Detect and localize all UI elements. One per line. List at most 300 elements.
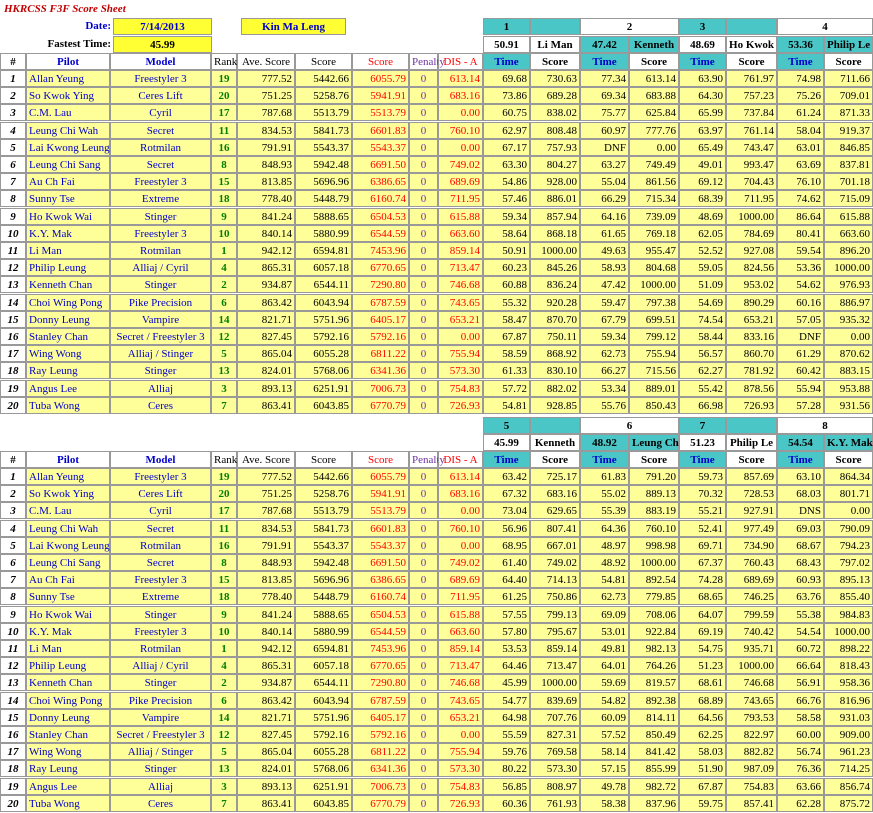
bottom-pilot-dis-a[interactable]: 615.88: [438, 606, 483, 623]
top-round-2-score[interactable]: 804.68: [629, 259, 679, 276]
bottom-pilot-score[interactable]: 5888.65: [295, 606, 352, 623]
top-round-3-time[interactable]: 68.39: [679, 190, 726, 207]
bottom-pilot-rank[interactable]: 9: [211, 606, 237, 623]
bottom-pilot-score[interactable]: 5768.06: [295, 760, 352, 777]
top-pilot-score-total[interactable]: 6787.59: [352, 294, 409, 311]
top-pilot-dis-a[interactable]: 754.83: [438, 380, 483, 397]
top-round-3-time[interactable]: 59.05: [679, 259, 726, 276]
bottom-pilot-rank[interactable]: 11: [211, 520, 237, 537]
top-pilot-dis-a[interactable]: 683.16: [438, 87, 483, 104]
bottom-pilot-score-total[interactable]: 6787.59: [352, 692, 409, 709]
bottom-round-7-time[interactable]: 51.23: [679, 657, 726, 674]
top-round-1-time[interactable]: 67.17: [483, 139, 530, 156]
top-pilot-ave-score[interactable]: 848.93: [237, 156, 295, 173]
bottom-round-7-time[interactable]: 69.19: [679, 623, 726, 640]
bottom-pilot-score-total[interactable]: 5792.16: [352, 726, 409, 743]
bottom-round-5-score[interactable]: 725.17: [530, 468, 580, 485]
bottom-round-6-score[interactable]: 892.38: [629, 692, 679, 709]
bottom-pilot-rank[interactable]: 7: [211, 795, 237, 812]
bottom-pilot-name[interactable]: C.M. Lau: [26, 502, 110, 519]
top-round-3-time[interactable]: 66.98: [679, 397, 726, 414]
bottom-pilot-score[interactable]: 6544.11: [295, 674, 352, 691]
top-pilot-ave-score[interactable]: 827.45: [237, 328, 295, 345]
top-pilot-score-total[interactable]: 6811.22: [352, 345, 409, 362]
top-round-1-time[interactable]: 60.88: [483, 276, 530, 293]
top-pilot-penalty[interactable]: 0: [409, 208, 438, 225]
top-pilot-penalty[interactable]: 0: [409, 397, 438, 414]
top-pilot-dis-a[interactable]: 743.65: [438, 294, 483, 311]
bottom-pilot-dis-a[interactable]: 746.68: [438, 674, 483, 691]
top-pilot-ave-score[interactable]: 821.71: [237, 311, 295, 328]
top-pilot-model[interactable]: Vampire: [110, 311, 211, 328]
top-pilot-dis-a[interactable]: 726.93: [438, 397, 483, 414]
top-round-2-score[interactable]: 0.00: [629, 139, 679, 156]
bottom-round-7-time[interactable]: 54.75: [679, 640, 726, 657]
top-pilot-score[interactable]: 5792.16: [295, 328, 352, 345]
top-pilot-score[interactable]: 5513.79: [295, 104, 352, 121]
bottom-pilot-rank[interactable]: 19: [211, 468, 237, 485]
top-pilot-model[interactable]: Rotmilan: [110, 242, 211, 259]
top-pilot-model[interactable]: Ceres Lift: [110, 87, 211, 104]
bottom-pilot-ave-score[interactable]: 863.42: [237, 692, 295, 709]
bottom-pilot-rank[interactable]: 17: [211, 502, 237, 519]
bottom-round-7-score[interactable]: 740.42: [726, 623, 777, 640]
bottom-round-7-time[interactable]: 58.03: [679, 743, 726, 760]
top-round-4-score[interactable]: 953.88: [824, 380, 873, 397]
top-round-4-time[interactable]: 86.64: [777, 208, 824, 225]
top-pilot-ave-score[interactable]: 840.14: [237, 225, 295, 242]
bottom-pilot-ave-score[interactable]: 865.31: [237, 657, 295, 674]
bottom-pilot-ave-score[interactable]: 787.68: [237, 502, 295, 519]
top-round-3-time[interactable]: 62.27: [679, 362, 726, 379]
top-pilot-rank[interactable]: 20: [211, 87, 237, 104]
top-round-3-score[interactable]: 761.14: [726, 122, 777, 139]
top-pilot-dis-a[interactable]: 749.02: [438, 156, 483, 173]
top-round-1-time[interactable]: 54.86: [483, 173, 530, 190]
top-round-1-time[interactable]: 55.32: [483, 294, 530, 311]
bottom-pilot-score[interactable]: 5543.37: [295, 537, 352, 554]
bottom-pilot-model[interactable]: Freestyler 3: [110, 468, 211, 485]
bottom-round-7-time[interactable]: 74.28: [679, 571, 726, 588]
bottom-round-5-score[interactable]: 667.01: [530, 537, 580, 554]
top-round-2-time[interactable]: 47.42: [580, 276, 629, 293]
bottom-round-8-time[interactable]: 76.36: [777, 760, 824, 777]
top-round-1-time[interactable]: 58.59: [483, 345, 530, 362]
bottom-round-8-score[interactable]: 801.71: [824, 485, 873, 502]
top-pilot-dis-a[interactable]: 746.68: [438, 276, 483, 293]
bottom-round-5-time[interactable]: 64.46: [483, 657, 530, 674]
bottom-pilot-penalty[interactable]: 0: [409, 760, 438, 777]
bottom-round-5-time[interactable]: 57.55: [483, 606, 530, 623]
top-round-4-time[interactable]: 74.62: [777, 190, 824, 207]
bottom-pilot-score-total[interactable]: 6504.53: [352, 606, 409, 623]
bottom-round-5-score[interactable]: 573.30: [530, 760, 580, 777]
top-round-4-time[interactable]: 57.28: [777, 397, 824, 414]
bottom-round-7-time[interactable]: 68.61: [679, 674, 726, 691]
bottom-pilot-ave-score[interactable]: 834.53: [237, 520, 295, 537]
top-round-2-score[interactable]: 715.34: [629, 190, 679, 207]
bottom-round-5-time[interactable]: 59.76: [483, 743, 530, 760]
bottom-pilot-dis-a[interactable]: 613.14: [438, 468, 483, 485]
top-round-3-score[interactable]: 953.02: [726, 276, 777, 293]
top-pilot-model[interactable]: Stinger: [110, 362, 211, 379]
bottom-round-7-score[interactable]: 882.82: [726, 743, 777, 760]
top-round-1-score[interactable]: 830.10: [530, 362, 580, 379]
top-round-2-time[interactable]: 61.65: [580, 225, 629, 242]
bottom-round-8-time[interactable]: 68.03: [777, 485, 824, 502]
top-pilot-rank[interactable]: 19: [211, 70, 237, 87]
bottom-round-7-time[interactable]: 70.32: [679, 485, 726, 502]
top-round-2-time[interactable]: 67.79: [580, 311, 629, 328]
bottom-round-8-score[interactable]: 1000.00: [824, 623, 873, 640]
top-round-2-time[interactable]: 49.63: [580, 242, 629, 259]
top-pilot-name[interactable]: Leung Chi Sang: [26, 156, 110, 173]
bottom-pilot-score[interactable]: 6043.85: [295, 795, 352, 812]
bottom-round-5-time[interactable]: 60.36: [483, 795, 530, 812]
top-pilot-ave-score[interactable]: 751.25: [237, 87, 295, 104]
bottom-round-6-time[interactable]: 58.38: [580, 795, 629, 812]
bottom-round-6-time[interactable]: 54.81: [580, 571, 629, 588]
bottom-round-8-time[interactable]: 62.28: [777, 795, 824, 812]
top-pilot-name[interactable]: Li Man: [26, 242, 110, 259]
bottom-pilot-score-total[interactable]: 6601.83: [352, 520, 409, 537]
top-round-1-score[interactable]: 868.92: [530, 345, 580, 362]
bottom-pilot-dis-a[interactable]: 754.83: [438, 778, 483, 795]
bottom-round-5-score[interactable]: 749.02: [530, 554, 580, 571]
top-round-1-time[interactable]: 63.30: [483, 156, 530, 173]
top-pilot-score-total[interactable]: 5941.91: [352, 87, 409, 104]
bottom-round-5-time[interactable]: 56.96: [483, 520, 530, 537]
bottom-pilot-ave-score[interactable]: 848.93: [237, 554, 295, 571]
top-pilot-model[interactable]: Alliaj / Cyril: [110, 259, 211, 276]
top-round-4-score[interactable]: 709.01: [824, 87, 873, 104]
bottom-pilot-penalty[interactable]: 0: [409, 502, 438, 519]
bottom-pilot-score-total[interactable]: 6341.36: [352, 760, 409, 777]
top-round-1-score[interactable]: 808.48: [530, 122, 580, 139]
bottom-pilot-model[interactable]: Alliaj: [110, 778, 211, 795]
bottom-round-5-time[interactable]: 67.32: [483, 485, 530, 502]
top-pilot-dis-a[interactable]: 0.00: [438, 328, 483, 345]
bottom-pilot-score[interactable]: 5841.73: [295, 520, 352, 537]
top-pilot-score[interactable]: 6055.28: [295, 345, 352, 362]
top-pilot-name[interactable]: Philip Leung: [26, 259, 110, 276]
bottom-round-8-score[interactable]: 931.03: [824, 709, 873, 726]
bottom-pilot-rank[interactable]: 18: [211, 588, 237, 605]
bottom-round-6-score[interactable]: 982.13: [629, 640, 679, 657]
bottom-pilot-model[interactable]: Secret: [110, 554, 211, 571]
bottom-round-5-score[interactable]: 761.93: [530, 795, 580, 812]
top-round-4-time[interactable]: 54.62: [777, 276, 824, 293]
bottom-round-7-score[interactable]: 689.69: [726, 571, 777, 588]
top-round-3-score[interactable]: 781.92: [726, 362, 777, 379]
bottom-round-6-time[interactable]: 59.69: [580, 674, 629, 691]
top-round-2-score[interactable]: 1000.00: [629, 276, 679, 293]
bottom-round-7-score[interactable]: 728.53: [726, 485, 777, 502]
bottom-round-6-time[interactable]: 64.01: [580, 657, 629, 674]
bottom-round-7-score[interactable]: 987.09: [726, 760, 777, 777]
top-round-2-score[interactable]: 850.43: [629, 397, 679, 414]
bottom-pilot-score[interactable]: 5880.99: [295, 623, 352, 640]
top-round-4-score[interactable]: 935.32: [824, 311, 873, 328]
top-pilot-rank[interactable]: 15: [211, 173, 237, 190]
bottom-pilot-score[interactable]: 5513.79: [295, 502, 352, 519]
top-pilot-model[interactable]: Ceres: [110, 397, 211, 414]
top-round-1-time[interactable]: 69.68: [483, 70, 530, 87]
top-round-3-score[interactable]: 833.16: [726, 328, 777, 345]
bottom-pilot-penalty[interactable]: 0: [409, 623, 438, 640]
bottom-pilot-penalty[interactable]: 0: [409, 778, 438, 795]
bottom-pilot-dis-a[interactable]: 726.93: [438, 795, 483, 812]
bottom-pilot-ave-score[interactable]: 827.45: [237, 726, 295, 743]
bottom-pilot-score-total[interactable]: 5513.79: [352, 502, 409, 519]
bottom-pilot-model[interactable]: Rotmilan: [110, 640, 211, 657]
top-round-2-time[interactable]: 59.47: [580, 294, 629, 311]
bottom-round-6-time[interactable]: 55.39: [580, 502, 629, 519]
top-pilot-score[interactable]: 5543.37: [295, 139, 352, 156]
top-pilot-name[interactable]: Kenneth Chan: [26, 276, 110, 293]
bottom-pilot-score-total[interactable]: 6691.50: [352, 554, 409, 571]
bottom-pilot-ave-score[interactable]: 813.85: [237, 571, 295, 588]
top-round-3-time[interactable]: 64.30: [679, 87, 726, 104]
top-round-1-time[interactable]: 61.33: [483, 362, 530, 379]
top-round-1-score[interactable]: 804.27: [530, 156, 580, 173]
top-pilot-score-total[interactable]: 6691.50: [352, 156, 409, 173]
top-pilot-rank[interactable]: 18: [211, 190, 237, 207]
bottom-pilot-model[interactable]: Secret: [110, 520, 211, 537]
bottom-round-6-time[interactable]: 54.82: [580, 692, 629, 709]
bottom-pilot-score-total[interactable]: 6811.22: [352, 743, 409, 760]
top-pilot-score[interactable]: 6544.11: [295, 276, 352, 293]
top-pilot-model[interactable]: Alliaj / Stinger: [110, 345, 211, 362]
top-round-3-time[interactable]: 69.12: [679, 173, 726, 190]
top-round-2-time[interactable]: 55.76: [580, 397, 629, 414]
bottom-round-6-time[interactable]: 60.09: [580, 709, 629, 726]
bottom-round-6-score[interactable]: 1000.00: [629, 554, 679, 571]
top-pilot-ave-score[interactable]: 834.53: [237, 122, 295, 139]
top-round-1-time[interactable]: 54.81: [483, 397, 530, 414]
bottom-round-8-time[interactable]: 56.91: [777, 674, 824, 691]
top-pilot-score[interactable]: 6594.81: [295, 242, 352, 259]
top-pilot-rank[interactable]: 8: [211, 156, 237, 173]
top-round-1-score[interactable]: 689.28: [530, 87, 580, 104]
bottom-round-8-score[interactable]: 984.83: [824, 606, 873, 623]
top-pilot-dis-a[interactable]: 0.00: [438, 104, 483, 121]
bottom-pilot-name[interactable]: K.Y. Mak: [26, 623, 110, 640]
bottom-pilot-rank[interactable]: 15: [211, 571, 237, 588]
top-pilot-dis-a[interactable]: 615.88: [438, 208, 483, 225]
bottom-pilot-rank[interactable]: 14: [211, 709, 237, 726]
top-round-4-time[interactable]: 60.42: [777, 362, 824, 379]
bottom-pilot-ave-score[interactable]: 751.25: [237, 485, 295, 502]
bottom-round-8-time[interactable]: 60.00: [777, 726, 824, 743]
bottom-pilot-dis-a[interactable]: 573.30: [438, 760, 483, 777]
bottom-pilot-name[interactable]: Kenneth Chan: [26, 674, 110, 691]
top-pilot-name[interactable]: Lai Kwong Leung: [26, 139, 110, 156]
top-round-1-time[interactable]: 60.23: [483, 259, 530, 276]
top-round-4-score[interactable]: 846.85: [824, 139, 873, 156]
bottom-round-8-score[interactable]: 961.23: [824, 743, 873, 760]
top-round-3-score[interactable]: 743.47: [726, 139, 777, 156]
bottom-pilot-model[interactable]: Stinger: [110, 760, 211, 777]
bottom-round-7-score[interactable]: 754.83: [726, 778, 777, 795]
top-round-1-score[interactable]: 870.70: [530, 311, 580, 328]
top-pilot-dis-a[interactable]: 760.10: [438, 122, 483, 139]
top-pilot-rank[interactable]: 3: [211, 380, 237, 397]
top-round-4-time[interactable]: 60.16: [777, 294, 824, 311]
top-pilot-model[interactable]: Cyril: [110, 104, 211, 121]
top-pilot-penalty[interactable]: 0: [409, 328, 438, 345]
bottom-round-7-score[interactable]: 734.90: [726, 537, 777, 554]
top-pilot-rank[interactable]: 10: [211, 225, 237, 242]
top-pilot-model[interactable]: Freestyler 3: [110, 225, 211, 242]
bottom-round-7-time[interactable]: 59.75: [679, 795, 726, 812]
bottom-pilot-score-total[interactable]: 7006.73: [352, 778, 409, 795]
bottom-round-5-score[interactable]: 859.14: [530, 640, 580, 657]
top-pilot-score-total[interactable]: 6405.17: [352, 311, 409, 328]
bottom-round-7-score[interactable]: 793.53: [726, 709, 777, 726]
top-round-2-time[interactable]: 75.77: [580, 104, 629, 121]
top-round-2-score[interactable]: 799.12: [629, 328, 679, 345]
top-pilot-score-total[interactable]: 5513.79: [352, 104, 409, 121]
bottom-pilot-score[interactable]: 6251.91: [295, 778, 352, 795]
top-pilot-score[interactable]: 6251.91: [295, 380, 352, 397]
top-pilot-name[interactable]: So Kwok Ying: [26, 87, 110, 104]
bottom-round-6-time[interactable]: 48.97: [580, 537, 629, 554]
bottom-pilot-score[interactable]: 5942.48: [295, 554, 352, 571]
bottom-round-5-score[interactable]: 807.41: [530, 520, 580, 537]
bottom-pilot-ave-score[interactable]: 934.87: [237, 674, 295, 691]
bottom-round-6-score[interactable]: 764.26: [629, 657, 679, 674]
bottom-round-6-time[interactable]: 49.81: [580, 640, 629, 657]
top-round-4-score[interactable]: 711.66: [824, 70, 873, 87]
bottom-round-5-time[interactable]: 45.99: [483, 674, 530, 691]
bottom-round-8-time[interactable]: 69.03: [777, 520, 824, 537]
fastest-pilot[interactable]: Kin Ma Leng: [241, 18, 346, 35]
top-round-1-time[interactable]: 57.46: [483, 190, 530, 207]
bottom-round-5-score[interactable]: 769.58: [530, 743, 580, 760]
top-round-1-score[interactable]: 882.02: [530, 380, 580, 397]
top-pilot-dis-a[interactable]: 711.95: [438, 190, 483, 207]
top-round-4-score[interactable]: 870.62: [824, 345, 873, 362]
top-pilot-penalty[interactable]: 0: [409, 104, 438, 121]
top-round-1-time[interactable]: 73.86: [483, 87, 530, 104]
bottom-pilot-model[interactable]: Secret / Freestyler 3: [110, 726, 211, 743]
bottom-round-5-score[interactable]: 713.47: [530, 657, 580, 674]
top-round-4-time[interactable]: 80.41: [777, 225, 824, 242]
top-pilot-score[interactable]: 6043.94: [295, 294, 352, 311]
top-pilot-ave-score[interactable]: 865.31: [237, 259, 295, 276]
top-round-2-score[interactable]: 613.14: [629, 70, 679, 87]
bottom-pilot-score-total[interactable]: 6055.79: [352, 468, 409, 485]
top-pilot-score[interactable]: 5942.48: [295, 156, 352, 173]
bottom-round-8-score[interactable]: 714.25: [824, 760, 873, 777]
bottom-round-5-score[interactable]: 799.13: [530, 606, 580, 623]
top-round-2-time[interactable]: 66.29: [580, 190, 629, 207]
bottom-round-7-time[interactable]: 64.07: [679, 606, 726, 623]
top-round-1-score[interactable]: 838.02: [530, 104, 580, 121]
bottom-round-5-time[interactable]: 73.04: [483, 502, 530, 519]
bottom-round-5-time[interactable]: 61.40: [483, 554, 530, 571]
top-round-4-score[interactable]: 837.81: [824, 156, 873, 173]
top-round-1-time[interactable]: 62.97: [483, 122, 530, 139]
bottom-pilot-name[interactable]: Au Ch Fai: [26, 571, 110, 588]
top-pilot-penalty[interactable]: 0: [409, 190, 438, 207]
bottom-round-7-score[interactable]: 760.43: [726, 554, 777, 571]
bottom-round-6-time[interactable]: 55.02: [580, 485, 629, 502]
top-pilot-dis-a[interactable]: 0.00: [438, 139, 483, 156]
bottom-round-5-score[interactable]: 827.31: [530, 726, 580, 743]
bottom-round-5-score[interactable]: 839.69: [530, 692, 580, 709]
top-round-1-time[interactable]: 67.87: [483, 328, 530, 345]
top-pilot-model[interactable]: Freestyler 3: [110, 173, 211, 190]
top-round-1-time[interactable]: 60.75: [483, 104, 530, 121]
top-round-3-score[interactable]: 704.43: [726, 173, 777, 190]
top-round-2-time[interactable]: 77.34: [580, 70, 629, 87]
bottom-round-7-time[interactable]: 52.41: [679, 520, 726, 537]
bottom-round-8-time[interactable]: 54.54: [777, 623, 824, 640]
top-round-2-time[interactable]: 58.93: [580, 259, 629, 276]
bottom-pilot-rank[interactable]: 16: [211, 537, 237, 554]
bottom-pilot-dis-a[interactable]: 0.00: [438, 537, 483, 554]
top-round-3-time[interactable]: 54.69: [679, 294, 726, 311]
bottom-round-6-score[interactable]: 819.57: [629, 674, 679, 691]
top-round-3-time[interactable]: 49.01: [679, 156, 726, 173]
top-round-3-score[interactable]: 878.56: [726, 380, 777, 397]
top-round-1-score[interactable]: 845.26: [530, 259, 580, 276]
top-pilot-rank[interactable]: 9: [211, 208, 237, 225]
bottom-pilot-name[interactable]: Sunny Tse: [26, 588, 110, 605]
top-round-3-score[interactable]: 927.08: [726, 242, 777, 259]
bottom-round-6-score[interactable]: 837.96: [629, 795, 679, 812]
bottom-pilot-score-total[interactable]: 5941.91: [352, 485, 409, 502]
top-round-2-time[interactable]: 59.34: [580, 328, 629, 345]
top-pilot-name[interactable]: C.M. Lau: [26, 104, 110, 121]
top-round-3-time[interactable]: 51.09: [679, 276, 726, 293]
bottom-round-7-score[interactable]: 746.25: [726, 588, 777, 605]
top-pilot-model[interactable]: Stinger: [110, 276, 211, 293]
bottom-round-7-time[interactable]: 55.21: [679, 502, 726, 519]
top-pilot-name[interactable]: Au Ch Fai: [26, 173, 110, 190]
top-pilot-ave-score[interactable]: 863.41: [237, 397, 295, 414]
bottom-round-8-score[interactable]: 856.74: [824, 778, 873, 795]
bottom-pilot-name[interactable]: Stanley Chan: [26, 726, 110, 743]
top-round-1-score[interactable]: 928.85: [530, 397, 580, 414]
top-round-1-time[interactable]: 59.34: [483, 208, 530, 225]
top-round-4-score[interactable]: 896.20: [824, 242, 873, 259]
top-round-2-score[interactable]: 955.47: [629, 242, 679, 259]
top-pilot-rank[interactable]: 2: [211, 276, 237, 293]
top-pilot-score-total[interactable]: 6504.53: [352, 208, 409, 225]
top-round-4-time[interactable]: 61.29: [777, 345, 824, 362]
top-round-2-time[interactable]: 64.16: [580, 208, 629, 225]
bottom-round-6-time[interactable]: 69.09: [580, 606, 629, 623]
top-pilot-name[interactable]: Allan Yeung: [26, 70, 110, 87]
top-round-3-time[interactable]: 58.44: [679, 328, 726, 345]
top-pilot-penalty[interactable]: 0: [409, 156, 438, 173]
top-pilot-penalty[interactable]: 0: [409, 362, 438, 379]
top-round-4-score[interactable]: 883.15: [824, 362, 873, 379]
top-pilot-rank[interactable]: 16: [211, 139, 237, 156]
bottom-round-6-time[interactable]: 57.52: [580, 726, 629, 743]
top-pilot-rank[interactable]: 6: [211, 294, 237, 311]
top-round-4-score[interactable]: 701.18: [824, 173, 873, 190]
top-round-3-time[interactable]: 65.49: [679, 139, 726, 156]
bottom-pilot-dis-a[interactable]: 711.95: [438, 588, 483, 605]
bottom-round-5-time[interactable]: 55.59: [483, 726, 530, 743]
bottom-pilot-ave-score[interactable]: 840.14: [237, 623, 295, 640]
top-round-4-score[interactable]: 871.33: [824, 104, 873, 121]
bottom-round-5-time[interactable]: 68.95: [483, 537, 530, 554]
